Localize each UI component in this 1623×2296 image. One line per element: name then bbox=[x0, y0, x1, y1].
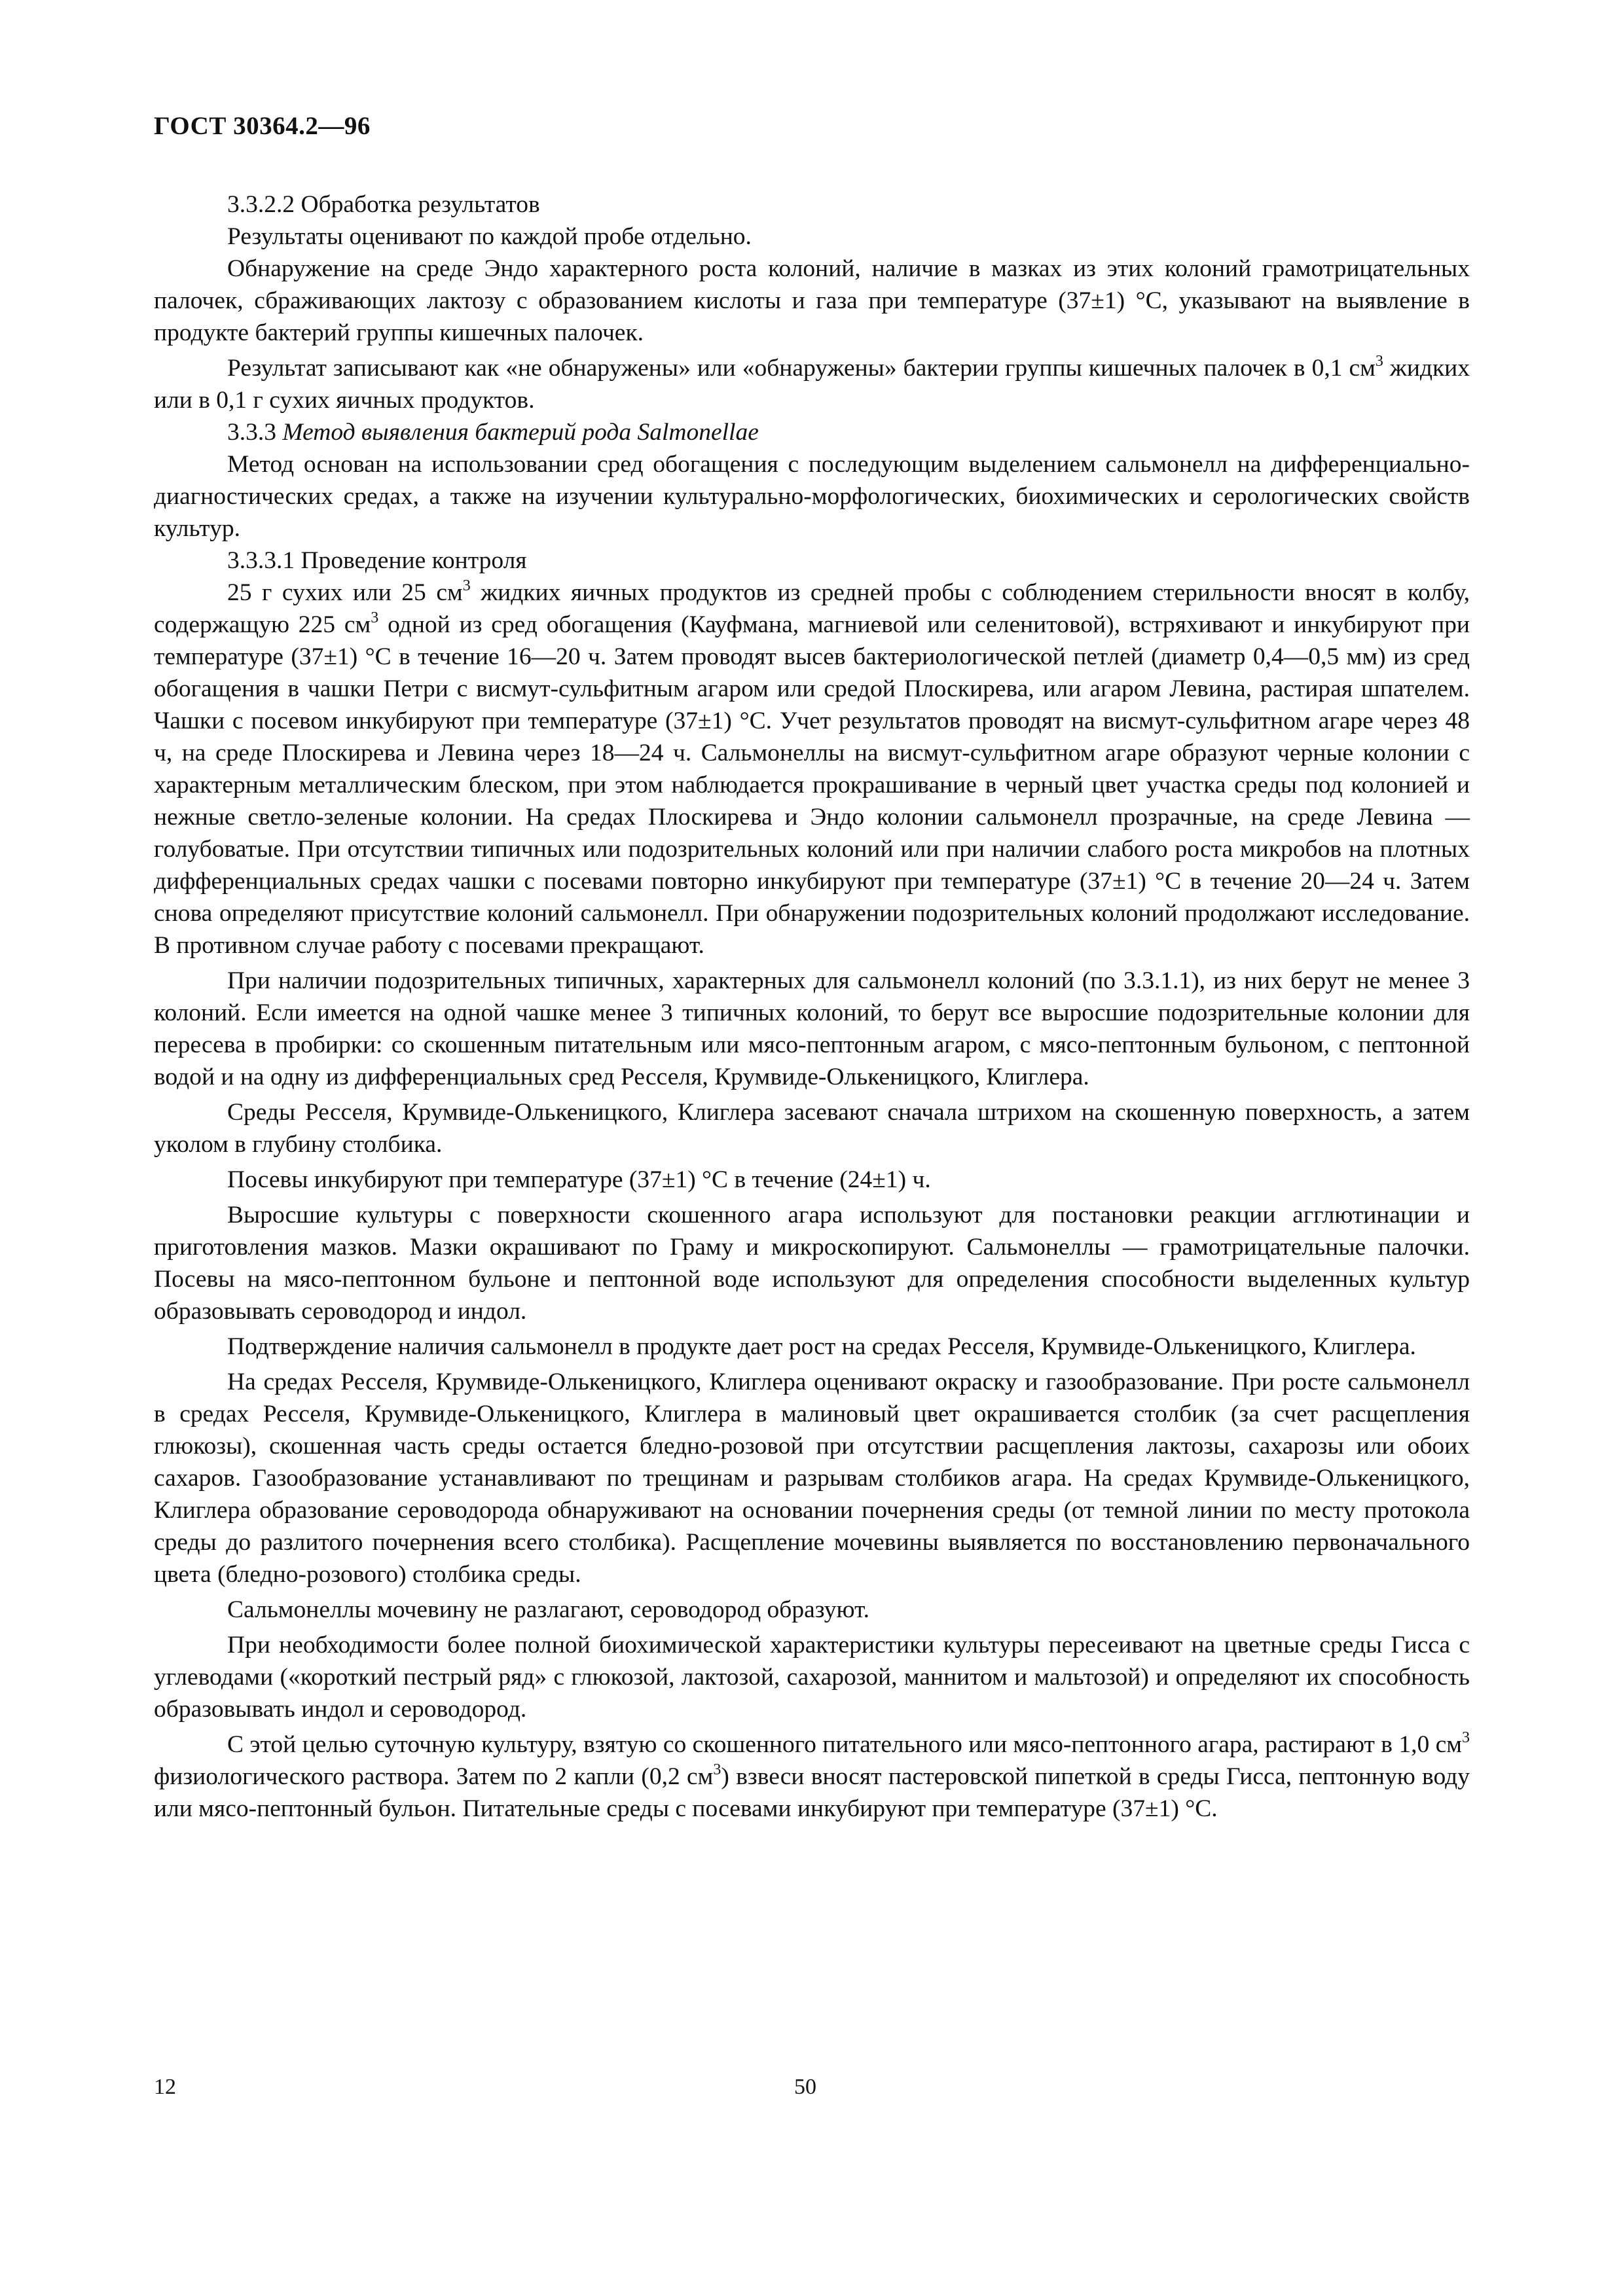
document-header: ГОСТ 30364.2—96 bbox=[154, 112, 371, 140]
section-heading-3-3-2-2: 3.3.2.2 Обработка результатов bbox=[227, 191, 540, 218]
paragraph: Метод основан на использовании сред обогащения с последующим выделением сальмонелл на дифференциально-диагностических средах, а также на изучении культурально-морфологических, биохимических и серологических свойств культур. bbox=[154, 451, 1470, 542]
paragraph: При необходимости более полной биохимической характеристики культуры пересеивают на цветные среды Гисса с углеводами («короткий пестрый ряд» с глюкозой, лактозой, сахарозой, маннитом и мальтозой) и определяют их способность образовывать индол и сероводород. bbox=[154, 1632, 1470, 1723]
section-heading-3-3-3: 3.3.3 Метод выявления бактерий рода Salmonellae bbox=[227, 419, 759, 446]
paragraph: Результат записывают как «не обнаружены» или «обнаружены» бактерии группы кишечных палочек в 0,1 $см^3$ жидких или в 0,1 г сухих яичных продуктов. bbox=[154, 352, 1470, 414]
paragraph: С этой целью суточную культуру, взятую со скошенного питательного или мясо-пептонного агара, растирают в 1,0 $см^3$ физиологического раствора. Затем по 2 капли (0,2 $см^3$) взвеси вносят пастеровской пипеткой в среды Гисса, пептонную воду или мясо-пептонный бульон. Питательные среды с посевами инкубируют при температуре (37±1) °С. bbox=[154, 1729, 1470, 1822]
paragraph: При наличии подозрительных типичных, характерных для сальмонелл колоний (по 3.3.1.1), из них берут не менее 3 колоний. Если имеется на одной чашке менее 3 типичных колоний, то берут все выросшие подозрительные колонии для пересева в пробирки: со скошенным питательным или мясо-пептонным агаром, с мясо-пептонным бульоном, с пептонной водой и на одну из дифференциальных сред Ресселя, Крумвиде-Олькеницкого, Клиглера. bbox=[154, 967, 1470, 1090]
paragraph: Результаты оценивают по каждой пробе отдельно. bbox=[227, 223, 752, 250]
paragraph: На средах Ресселя, Крумвиде-Олькеницкого, Клиглера оценивают окраску и газообразование. При росте сальмонелл в средах Ресселя, Крумвиде-Олькеницкого, Клиглера в малиновый цвет окрашивается столбик (за счет расщепления глюкозы), скошенная часть среды остается бледно-розовой при отсутствии расщепления лактозы, сахарозы или обоих сахаров. Газообразование устанавливают по трещинам и разрывам столбиков агара. На средах Крумвиде-Олькеницкого, Клиглера образование сероводорода обнаруживают на основании почернения среды (от темной линии по месту протокола среды до разлитого почернения всего столбика). Расщепление мочевины выявляется по восстановлению первоначального цвета (бледно-розового) столбика среды. bbox=[154, 1369, 1470, 1588]
paragraph: 25 г сухих или 25 $см^3$ жидких яичных продуктов из средней пробы с соблюдением стерильности вносят в колбу, содержащую 225 $см^3$ одной из сред обогащения (Кауфмана, магниевой или селенитовой), встряхивают и инкубируют при температуре (37±1) °С в течение 16—20 ч. Затем проводят высев бактериологической петлей (диаметр 0,4—0,5 мм) из сред обогащения в чашки Петри с висмут-сульфитным агаром или средой Плоскирева, или агаром Левина, растирая шпателем. Чашки с посевом инкубируют при температуре (37±1) °С. Учет результатов проводят на висмут-сульфитном агаре через 48 ч, на среде Плоскирева и Левина через 18—24 ч. Сальмонеллы на висмут-сульфитном агаре образуют черные колонии с характерным металлическим блеском, при этом наблюдается прокрашивание в черный цвет участка среды под колонией и нежные светло-зеленые колонии. На средах Плоскирева и Эндо колонии сальмонелл прозрачные, на среде Левина — голубоватые. При отсутствии типичных или подозрительных колоний или при наличии слабого роста микробов на плотных дифференциальных средах чашки с посевами повторно инкубируют при температуре (37±1) °С в течение 20—24 ч. Затем снова определяют присутствие колоний сальмонелл. При обнаружении подозрительных колоний продолжают исследование. В противном случае работу с посевами прекращают. bbox=[154, 577, 1470, 959]
sheet-number: 50 bbox=[794, 2075, 816, 2099]
paragraph: Среды Ресселя, Крумвиде-Олькеницкого, Клиглера засевают сначала штрихом на скошенную поверхность, а затем уколом в глубину столбика. bbox=[154, 1099, 1470, 1158]
paragraph: Обнаружение на среде Эндо характерного роста колоний, наличие в мазках из этих колоний грамотрицательных палочек, сбраживающих лактозу с образованием кислоты и газа при температуре (37±1) °С, указывают на выявление в продукте бактерий группы кишечных палочек. bbox=[154, 255, 1470, 346]
paragraph: Подтверждение наличия сальмонелл в продукте дает рост на средах Ресселя, Крумвиде-Олькеницкого, Клиглера. bbox=[227, 1333, 1416, 1360]
page-number: 12 bbox=[154, 2075, 176, 2099]
document-body bbox=[154, 188, 1470, 1828]
paragraph: Посевы инкубируют при температуре (37±1) °С в течение (24±1) ч. bbox=[227, 1166, 931, 1193]
paragraph: Сальмонеллы мочевину не разлагают, сероводород образуют. bbox=[227, 1596, 870, 1623]
paragraph: Выросшие культуры с поверхности скошенного агара используют для постановки реакции агглютинации и приготовления мазков. Мазки окрашивают по Граму и микроскопируют. Сальмонеллы — грамотрицательные палочки. Посевы на мясо-пептонном бульоне и пептонной воде используют для определения способности выделенных культур образовывать сероводород и индол. bbox=[154, 1202, 1470, 1325]
section-heading-3-3-3-1: 3.3.3.1 Проведение контроля bbox=[227, 547, 527, 574]
